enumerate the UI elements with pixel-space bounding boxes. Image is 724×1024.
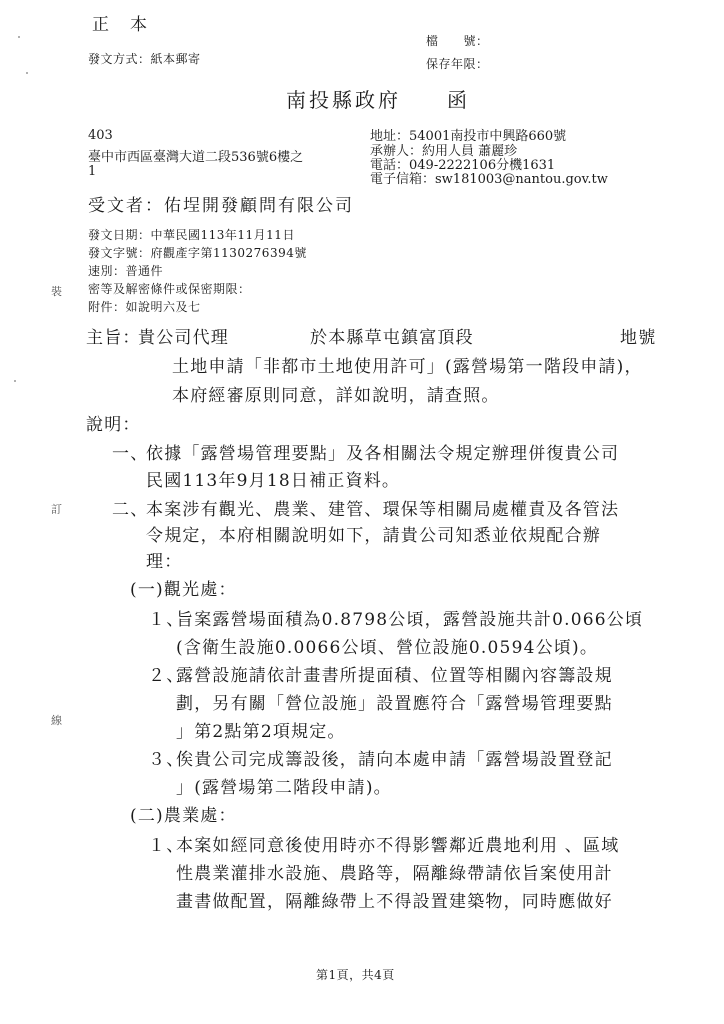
- subject-text: 土地申請「非都市土地使用許可」(露營場第一階段申請)，: [172, 357, 643, 377]
- sub-item-text: 旨案露營場面積為0.8798公頃，露營設施共計0.066公頃: [176, 610, 644, 630]
- sub-item-text: 性農業灌排水設施、農路等，隔離綠帶請依旨案使用計: [176, 864, 613, 884]
- recipient-postal-code: 403: [88, 128, 113, 143]
- retention-period: 保存年限：: [426, 57, 489, 71]
- binding-dot: [18, 36, 20, 38]
- binding-dot: [14, 380, 16, 382]
- item-text: 理：: [146, 552, 183, 572]
- subject-text: 本府經審原則同意，詳如說明，請查照。: [172, 386, 500, 406]
- subject-text: 於本縣草屯鎮富頂段: [310, 328, 474, 348]
- explanation-label: 說明：: [86, 415, 141, 435]
- sub-item-number: ２、: [148, 666, 185, 686]
- item-text: 依據「露營場管理要點」及各相關法令規定辦理併復貴公司: [146, 444, 620, 464]
- subject-text: 貴公司代理: [138, 328, 229, 348]
- sub-item-text: 」第2點第2項規定。: [176, 722, 346, 742]
- section-heading-agriculture: (二)農業處：: [130, 806, 237, 826]
- binding-mark-xian: 線: [51, 714, 62, 727]
- sub-item-text: (含衛生設施0.0066公頃、營位設施0.0594公頃)。: [176, 638, 599, 658]
- item-text: 令規定，本府相關說明如下，請貴公司知悉並依規配合辦: [146, 526, 601, 546]
- item-text: 民國113年9月18日補正資料。: [146, 471, 401, 491]
- sub-item-text: 俟貴公司完成籌設後，請向本處申請「露營場設置登記: [176, 750, 613, 770]
- recipient-address-line-1: 臺中市西區臺灣大道二段536號6樓之: [88, 150, 304, 165]
- sub-item-text: 本案如經同意後使用時亦不得影響鄰近農地利用 、區域: [176, 836, 620, 856]
- delivery-speed: 速別：普通件: [88, 264, 164, 278]
- sub-item-text: 」(露營場第二階段申請)。: [176, 778, 392, 798]
- sub-item-number: １、: [148, 836, 185, 856]
- send-method: 發文方式：紙本郵寄: [88, 52, 201, 66]
- sub-item-number: ３、: [148, 750, 185, 770]
- recipient-line: 受文者：佑埕開發顧問有限公司: [88, 196, 354, 216]
- contact-email: 電子信箱：sw181003@nantou.gov.tw: [370, 172, 608, 187]
- item-number: 一、: [112, 444, 149, 464]
- document-number: 發文字號：府觀產字第1130276394號: [88, 246, 307, 260]
- sub-item-number: １、: [148, 610, 185, 630]
- contact-phone: 電話：049-2222106分機1631: [370, 158, 556, 173]
- section-heading-tourism: (一)觀光處：: [130, 580, 237, 600]
- subject-text: 地號: [620, 328, 657, 348]
- recipient-address-line-2: 1: [88, 164, 97, 179]
- contact-address: 地址：54001南投市中興路660號: [370, 129, 567, 144]
- sub-item-text: 露營設施請依計畫書所提面積、位置等相關內容籌設規: [176, 666, 613, 686]
- item-number: 二、: [112, 500, 149, 520]
- agency-title: 南投縣政府 函: [286, 88, 470, 112]
- subject-label: 主旨：: [86, 328, 141, 348]
- binding-mark-ding: 訂: [51, 503, 62, 516]
- file-number: 檔 號：: [426, 34, 489, 48]
- copy-mark: 正 本: [92, 15, 149, 35]
- binding-mark-zhuang: 裝: [51, 285, 62, 298]
- attachment-note: 附件：如說明六及七: [88, 300, 201, 314]
- issue-date: 發文日期：中華民國113年11月11日: [88, 228, 295, 242]
- secrecy-level: 密等及解密條件或保密期限：: [88, 282, 251, 296]
- item-text: 本案涉有觀光、農業、建管、環保等相關局處權責及各管法: [146, 500, 620, 520]
- sub-item-text: 畫書做配置，隔離綠帶上不得設置建築物，同時應做好: [176, 892, 613, 912]
- binding-dot: [26, 72, 28, 74]
- page-number: 第1頁，共4頁: [316, 968, 395, 982]
- sub-item-text: 劃，另有關「營位設施」設置應符合「露營場管理要點: [176, 694, 613, 714]
- contact-handler: 承辦人：約用人員 蕭麗珍: [370, 144, 518, 159]
